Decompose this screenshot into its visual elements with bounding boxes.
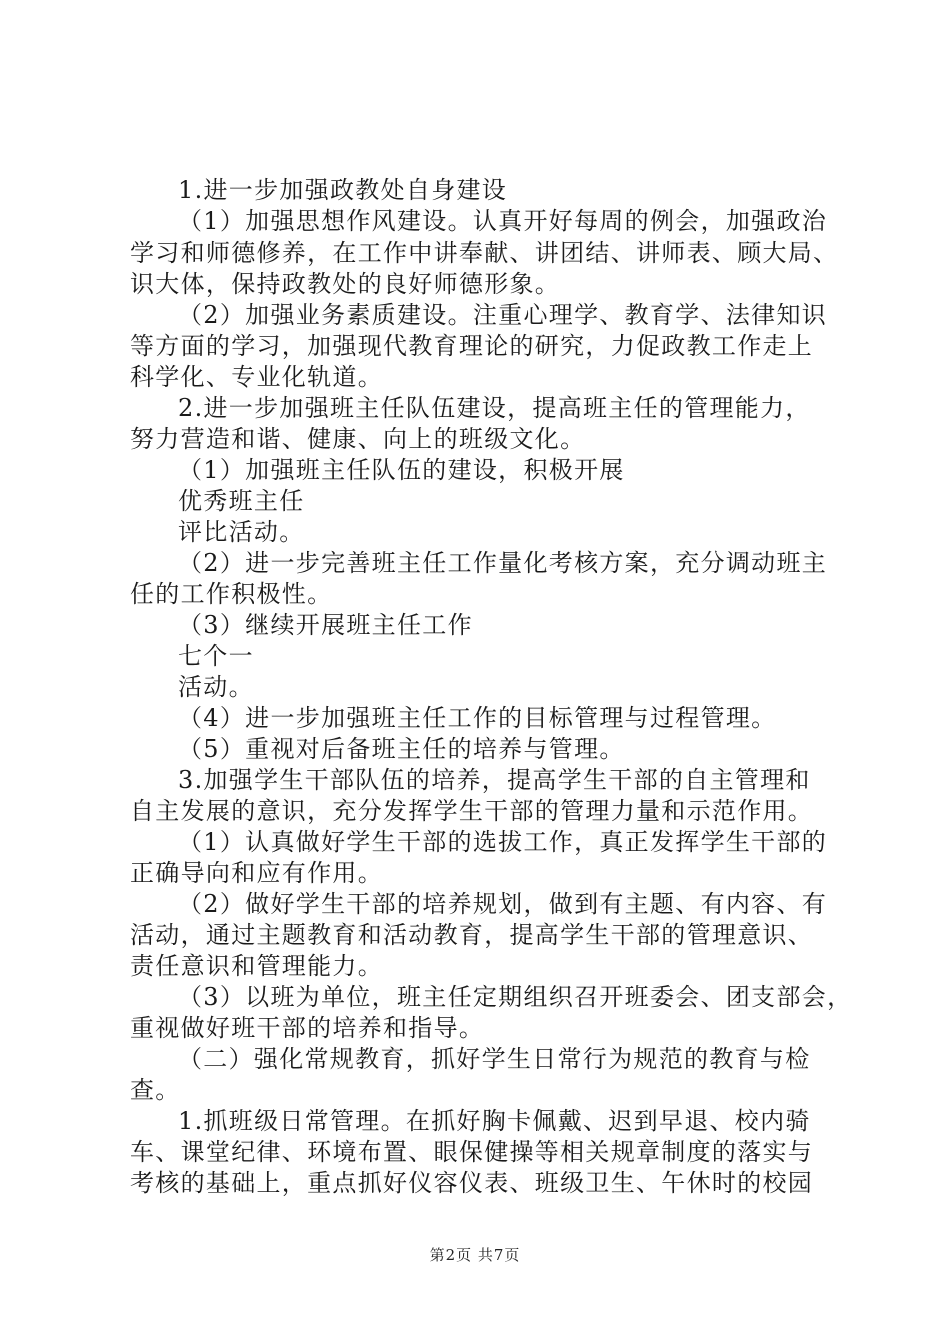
- text-line: （4）进一步加强班主任工作的目标管理与过程管理。: [178, 704, 777, 732]
- text-line: （2）进一步完善班主任工作量化考核方案，充分调动班主: [178, 549, 828, 577]
- text-line: 科学化、专业化轨道。: [130, 363, 383, 391]
- text-line: （1）加强思想作风建设。认真开好每周的例会，加强政治: [178, 207, 828, 235]
- text-line: （2）加强业务素质建设。注重心理学、教育学、法律知识: [178, 301, 828, 329]
- text-line: 考核的基础上，重点抓好仪容仪表、班级卫生、午休时的校园: [130, 1169, 814, 1197]
- text-line: 活动。: [178, 673, 254, 701]
- text-line: 自主发展的意识，充分发挥学生干部的管理力量和示范作用。: [130, 797, 814, 825]
- text-line: 等方面的学习，加强现代教育理论的研究，力促政教工作走上: [130, 332, 814, 360]
- text-line: 活动，通过主题教育和活动教育，提高学生干部的管理意识、: [130, 921, 814, 949]
- page-number: 第2页 共7页: [429, 1246, 521, 1264]
- text-line: 评比活动。: [178, 518, 305, 546]
- text-line: 1.抓班级日常管理。在抓好胸卡佩戴、迟到早退、校内骑: [178, 1107, 811, 1135]
- text-line: 学习和师德修养，在工作中讲奉献、讲团结、讲师表、顾大局、: [130, 239, 839, 267]
- text-line: （3）继续开展班主任工作: [178, 611, 473, 639]
- text-line: （2）做好学生干部的培养规划，做到有主题、有内容、有: [178, 890, 828, 918]
- text-line: （5）重视对后备班主任的培养与管理。: [178, 735, 625, 763]
- text-line: （3）以班为单位，班主任定期组织召开班委会、团支部会，: [178, 983, 853, 1011]
- text-line: 优秀班主任: [178, 487, 305, 515]
- text-line: 重视做好班干部的培养和指导。: [130, 1014, 485, 1042]
- text-line: 七个一: [178, 642, 254, 670]
- text-line: 任的工作积极性。: [130, 580, 333, 608]
- text-line: 正确导向和应有作用。: [130, 859, 383, 887]
- text-line: 车、课堂纪律、环境布置、眼保健操等相关规章制度的落实与: [130, 1138, 814, 1166]
- text-line: 1.进一步加强政教处自身建设: [178, 176, 508, 204]
- text-line: 责任意识和管理能力。: [130, 952, 383, 980]
- text-line: 努力营造和谐、健康、向上的班级文化。: [130, 425, 586, 453]
- text-line: 查。: [130, 1076, 181, 1104]
- text-line: 3.加强学生干部队伍的培养，提高学生干部的自主管理和: [178, 766, 811, 794]
- text-line: （二）强化常规教育，抓好学生日常行为规范的教育与检: [178, 1045, 811, 1073]
- text-line: 2.进一步加强班主任队伍建设，提高班主任的管理能力，: [178, 394, 811, 422]
- text-line: （1）认真做好学生干部的选拔工作，真正发挥学生干部的: [178, 828, 828, 856]
- text-line: （1）加强班主任队伍的建设，积极开展: [178, 456, 625, 484]
- text-line: 识大体，保持政教处的良好师德形象。: [130, 270, 561, 298]
